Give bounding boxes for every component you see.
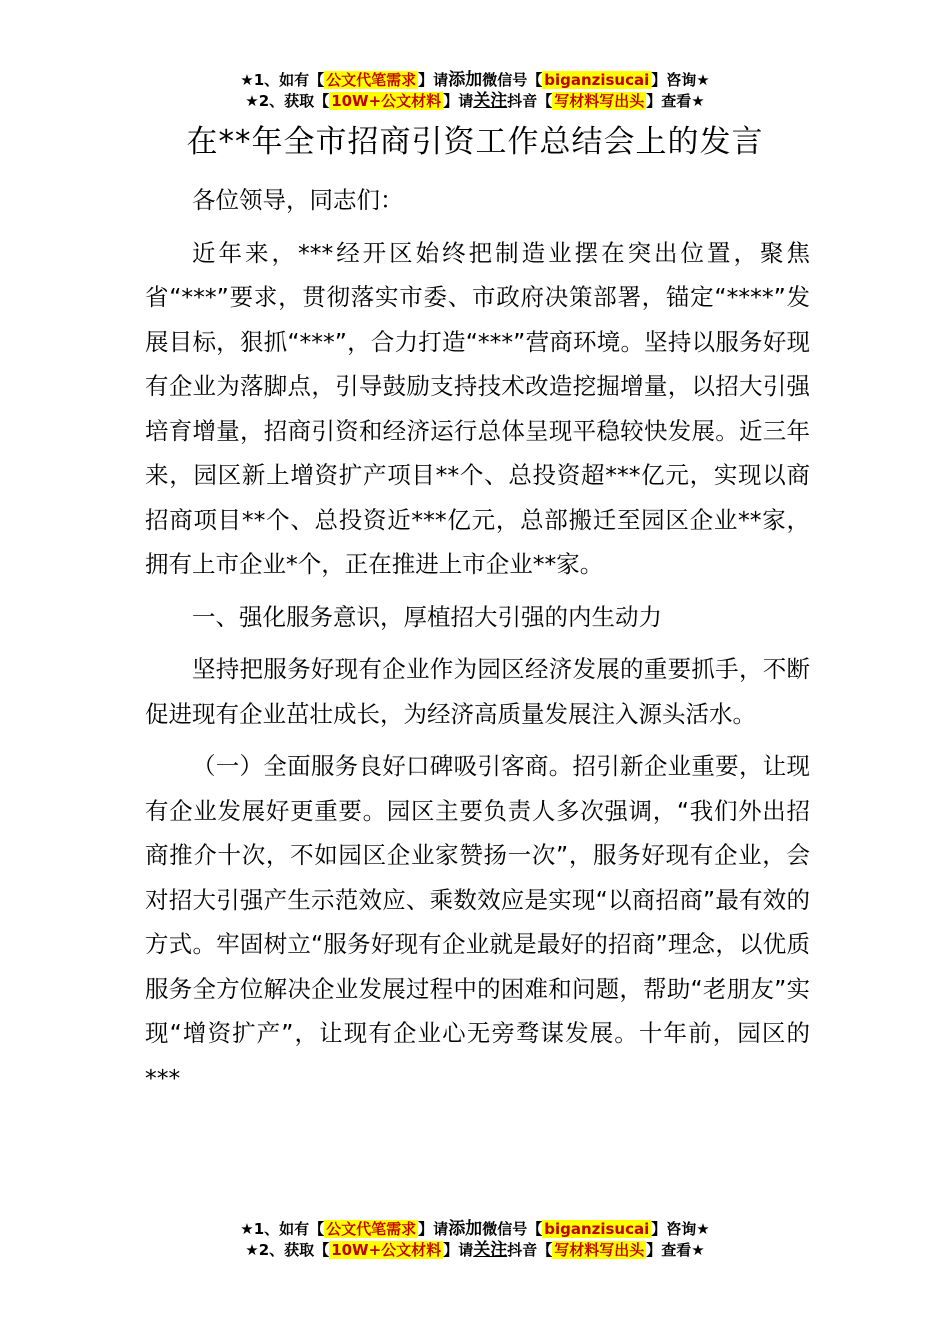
paragraph-intro: 近年来，***经开区始终把制造业摆在突出位置，聚焦省“***”要求，贯彻落实市委、市政府决策部署，锚定“****”发展目标，狠抓“***”，合力打造“***”营商环境。坚持以服务好现有企业为落脚点，引导鼓励支持技术改造挖掘增量，以招大引强培育增量，招商引资和经济运行总体呈现平稳较快发展。近三年来，园区新上增资扩产项目**个、总投资超***亿元，实现以商招商项目**个、总投资近***亿元，总部搬迁至园区企业**家，拥有上市企业*个，正在推进上市企业**家。 [145,238,810,578]
document-body [145,178,810,1100]
paragraph-subsection-1: （一）全面服务良好口碑吸引客商。招引新企业重要，让现有企业发展好更重要。园区主要负责人多次强调，“我们外出招商推介十次，不如园区企业家赞扬一次”，服务好现有企业，会对招大引强产生示范效应、乘数效应是实现“以商招商”最有效的方式。牢固树立“服务好现有企业就是最好的招商”理念，以优质服务全方位解决企业发展过程中的困难和问题，帮助“老朋友”实现“增资扩产”，让现有企业心无旁骛谋发展。十年前，园区的*** [145,752,810,1092]
ad-line-2: ★2、获取【 10W+公文材料 】请关注抖音【 写材料写出头 】查看★ [245,91,705,111]
bottom-ad-banner [0,1219,950,1261]
section-heading-1: 一、强化服务意识，厚植招大引强的内生动力 [192,602,662,631]
paragraph-section-1: 坚持把服务好现有企业作为园区经济发展的重要抓手，不断促进现有企业茁壮成长，为经济高质量发展注入源头活水。 [145,655,810,728]
ad-line-1: ★1、如有【 公文代笔需求 】请添加微信号【 biganzisucai 】咨询★ [240,1219,710,1239]
highlight-douyin: 写材料写出头 [554,92,645,110]
salutation: 各位领导，同志们： [192,186,404,214]
highlight-douyin: 写材料写出头 [554,1241,645,1259]
highlight-materials: 10W+公文材料 [331,1241,442,1259]
highlight-ghostwriting: 公文代笔需求 [326,71,417,89]
ad-line-1: ★1、如有【 公文代笔需求 】请添加微信号【 biganzisucai 】咨询★ [240,70,710,90]
highlight-materials: 10W+公文材料 [331,92,442,110]
ad-line-2: ★2、获取【 10W+公文材料 】请关注抖音【 写材料写出头 】查看★ [245,1240,705,1260]
highlight-ghostwriting: 公文代笔需求 [326,1220,417,1238]
top-ad-banner [0,70,950,112]
highlight-wechat-id: biganzisucai [544,71,650,89]
document-title: 在**年全市招商引资工作总结会上的发言 [186,124,764,160]
highlight-wechat-id: biganzisucai [544,1220,650,1238]
